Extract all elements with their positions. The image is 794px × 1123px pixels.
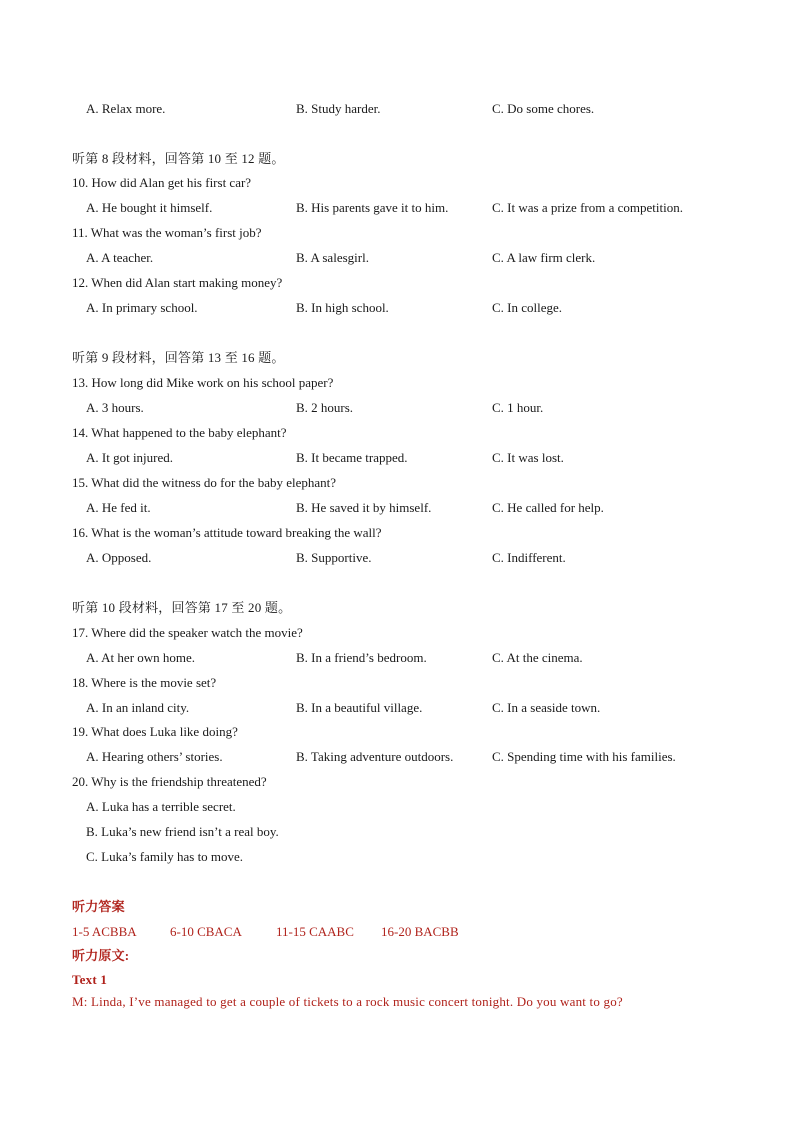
q18-option-c: C. In a seaside town.	[492, 700, 601, 715]
q19-option-a: A. Hearing others’ stories.	[86, 749, 223, 764]
q16-option-c: C. Indifferent.	[492, 550, 566, 565]
text-1-heading: Text 1	[72, 972, 108, 987]
q12-option-b: B. In high school.	[296, 300, 389, 315]
q15-option-a: A. He fed it.	[86, 500, 151, 515]
q16-option-a: A. Opposed.	[86, 550, 152, 565]
question-10: 10. How did Alan get his first car?	[72, 175, 252, 190]
q19-option-b: B. Taking adventure outdoors.	[296, 749, 454, 764]
question-16: 16. What is the woman’s attitude toward breaking the wall?	[72, 525, 382, 540]
question-14: 14. What happened to the baby elephant?	[72, 425, 287, 440]
question-17: 17. Where did the speaker watch the movie?	[72, 625, 303, 640]
q20-option-c: C. Luka’s family has to move.	[86, 849, 244, 864]
q19-option-c: C. Spending time with his families.	[492, 749, 676, 764]
answer-group: 1-5 ACBBA	[72, 924, 137, 939]
q16-option-b: B. Supportive.	[296, 550, 372, 565]
section-10-instruction: 听第 10 段材料，回答第 17 至 20 题。	[72, 600, 292, 615]
answer-group: 11-15 CAABC	[276, 924, 354, 939]
q18-option-a: A. In an inland city.	[86, 700, 190, 715]
question-12: 12. When did Alan start making money?	[72, 275, 283, 290]
q13-option-b: B. 2 hours.	[296, 400, 354, 415]
q15-option-b: B. He saved it by himself.	[296, 500, 432, 515]
q14-option-b: B. It became trapped.	[296, 450, 408, 465]
answer-group: 6-10 CBACA	[170, 924, 242, 939]
question-20: 20. Why is the friendship threatened?	[72, 774, 267, 789]
q12-option-a: A. In primary school.	[86, 300, 198, 315]
q10-option-a: A. He bought it himself.	[86, 200, 213, 215]
q9-option-c: C. Do some chores.	[492, 101, 595, 116]
q12-option-c: C. In college.	[492, 300, 563, 315]
q17-option-a: A. At her own home.	[86, 650, 196, 665]
question-13: 13. How long did Mike work on his school paper?	[72, 375, 334, 390]
q11-option-b: B. A salesgirl.	[296, 250, 369, 265]
q13-option-a: A. 3 hours.	[86, 400, 144, 415]
q15-option-c: C. He called for help.	[492, 500, 604, 515]
q13-option-c: C. 1 hour.	[492, 400, 544, 415]
section-8-instruction: 听第 8 段材料，回答第 10 至 12 题。	[72, 151, 285, 166]
q20-option-a: A. Luka has a terrible secret.	[86, 799, 236, 814]
answers-heading: 听力答案	[72, 899, 125, 914]
q10-option-c: C. It was a prize from a competition.	[492, 200, 683, 215]
text-1-line: M: Linda, I’ve managed to get a couple of tickets to a rock music concert tonight. Do you want to go?	[72, 994, 623, 1009]
q9-option-a: A. Relax more.	[86, 101, 166, 116]
q17-option-c: C. At the cinema.	[492, 650, 583, 665]
q9-option-b: B. Study harder.	[296, 101, 381, 116]
q14-option-a: A. It got injured.	[86, 450, 174, 465]
q11-option-a: A. A teacher.	[86, 250, 154, 265]
q18-option-b: B. In a beautiful village.	[296, 700, 423, 715]
answer-group: 16-20 BACBB	[381, 924, 459, 939]
question-18: 18. Where is the movie set?	[72, 675, 217, 690]
section-9-instruction: 听第 9 段材料，回答第 13 至 16 题。	[72, 350, 285, 365]
question-15: 15. What did the witness do for the baby elephant?	[72, 475, 337, 490]
q10-option-b: B. His parents gave it to him.	[296, 200, 449, 215]
q20-option-b: B. Luka’s new friend isn’t a real boy.	[86, 824, 279, 839]
q11-option-c: C. A law firm clerk.	[492, 250, 596, 265]
transcript-heading: 听力原文:	[72, 948, 130, 963]
q17-option-b: B. In a friend’s bedroom.	[296, 650, 427, 665]
question-19: 19. What does Luka like doing?	[72, 724, 238, 739]
q14-option-c: C. It was lost.	[492, 450, 564, 465]
question-11: 11. What was the woman’s first job?	[72, 225, 262, 240]
